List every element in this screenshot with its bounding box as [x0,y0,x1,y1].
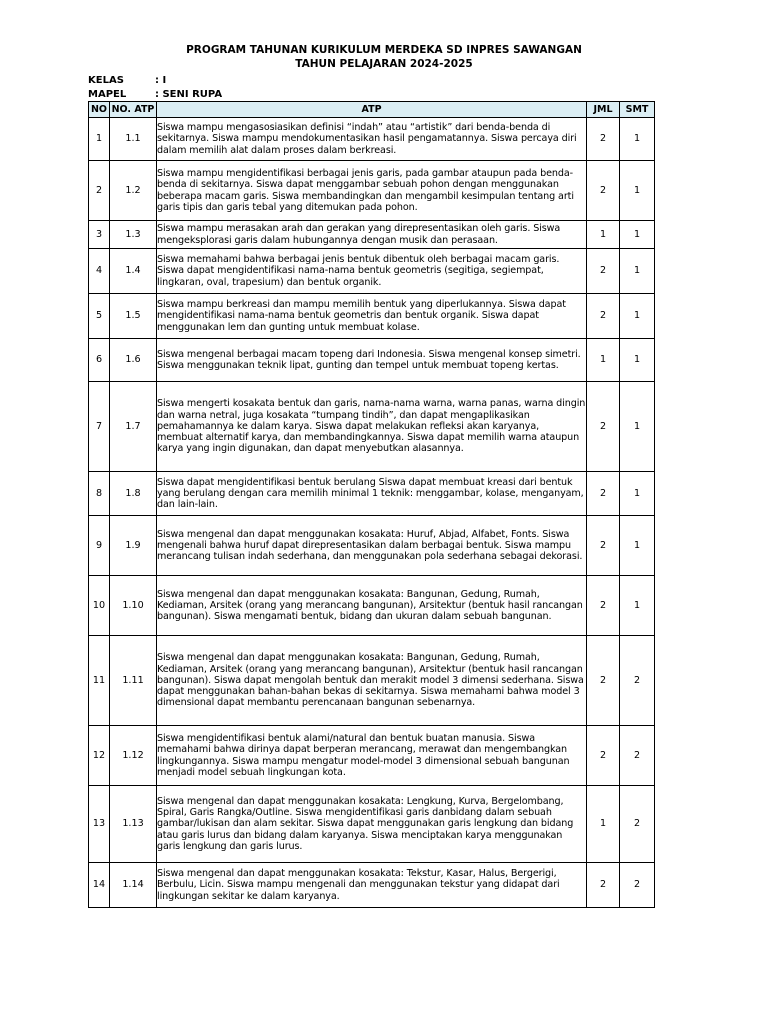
atp-description [157,726,587,786]
row-number: 7 [89,382,110,472]
jml-value: 1 [587,339,620,382]
row-number: 2 [89,161,110,221]
jml-value: 2 [587,863,620,908]
col-header-smt: SMT [620,102,655,118]
atp-number: 1.10 [110,576,157,636]
atp-text: Siswa mampu merasakan arah dan gerakan yang direpresentasikan oleh garis. Siswa mengeksplorasi garis dalam hubungannya dengan musik dan perasaan. [157,223,561,246]
table-row [89,786,655,863]
row-number: 1 [89,118,110,161]
table-row [89,118,655,161]
row-number: 14 [89,863,110,908]
jml-value: 1 [587,786,620,863]
table-row [89,863,655,908]
smt-value: 1 [620,516,655,576]
atp-number: 1.2 [110,161,157,221]
smt-value: 1 [620,382,655,472]
jml-value: 2 [587,382,620,472]
table-body [89,118,655,908]
smt-value: 1 [620,339,655,382]
atp-text: Siswa mengenal dan dapat menggunakan kosakata: Huruf, Abjad, Alfabet, Fonts. Siswa mengenali bahwa huruf dapat direpresentasikan dalam berbagai bentuk. Siswa mampu merancang tulisan indah sederhana, dan menggunakan pola sederhana sebagai dekorasi. [157,528,583,563]
smt-value: 1 [620,294,655,339]
atp-number: 1.5 [110,294,157,339]
row-number: 6 [89,339,110,382]
table-row [89,576,655,636]
atp-description [157,472,587,516]
atp-description [157,161,587,221]
jml-value: 2 [587,636,620,726]
atp-number: 1.11 [110,636,157,726]
col-header-no: NO [89,102,110,118]
atp-text: Siswa memahami bahwa berbagai jenis bentuk dibentuk oleh berbagai macam garis. Siswa dapat mengidentifikasi nama-nama bentuk geometris (segitiga, segiempat, lingkaran, oval, trapesium) dan bentuk organik. [157,254,560,288]
jml-value: 1 [587,221,620,249]
atp-number: 1.9 [110,516,157,576]
atp-description [157,863,587,908]
jml-value: 2 [587,118,620,161]
atp-text: Siswa mengenal dan dapat menggunakan kosakata: Lengkung, Kurva, Bergelombang, Spiral, Garis Rangka/Outline. Siswa mengidentifikasi garis danbidang dalam sebuah gambar/lukisan dan alam sekitar. Siswa dapat menggunakan garis lengkung dan bidang atau garis lurus dan bidang dalam karyanya. Siswa menciptakan karya menggunakan garis lengkung dan garis lurus. [157,795,574,852]
atp-number: 1.7 [110,382,157,472]
row-number: 9 [89,516,110,576]
col-header-atp-no: NO. ATP [110,102,157,118]
kelas-value: : I [155,75,167,86]
atp-description [157,636,587,726]
academic-year: TAHUN PELAJARAN 2024-2025 [295,58,473,70]
smt-value: 2 [620,636,655,726]
jml-value: 2 [587,516,620,576]
atp-text: Siswa mampu mengasosiasikan definisi “indah” atau “artistik” dari benda-benda di sekitarnya. Siswa mampu mendokumentasikan hasil pengamatannya. Siswa percaya diri dalam memilih alat dalam proses dalam berkreasi. [157,122,577,156]
atp-number: 1.4 [110,249,157,294]
jml-value: 2 [587,726,620,786]
atp-text: Siswa mengerti kosakata bentuk dan garis, nama-nama warna, warna panas, warna dingin dan warna netral, juga kosakata “tumpang tindih”, dan dapat mengaplikasikan pemahamannya ke dalam karya. Siswa dapat melakukan refleksi akan karyanya, membuat alternatif karya, dan membandingkannya. Siswa dapat memilih warna ataupun karya yang ingin digunakan, dan dapat menyebutkan alasannya. [157,398,586,455]
table-row [89,516,655,576]
atp-description [157,382,587,472]
atp-number: 1.8 [110,472,157,516]
jml-value: 2 [587,161,620,221]
atp-number: 1.1 [110,118,157,161]
atp-description [157,339,587,382]
atp-text: Siswa mampu mengidentifikasi berbagai jenis garis, pada gambar ataupun pada benda-benda di sekitarnya. Siswa dapat menggambar sebuah pohon dengan menggunakan beberapa macam garis. Siswa membandingkan dan mengambil kesimpulan tentang arti garis tipis dan garis tebal yang ditemukan pada pohon. [157,167,574,213]
row-number: 13 [89,786,110,863]
atp-description [157,786,587,863]
smt-value: 1 [620,161,655,221]
atp-description [157,118,587,161]
table-header-row [89,102,655,118]
atp-text: Siswa dapat mengidentifikasi bentuk berulang Siswa dapat membuat kreasi dari bentuk yang berulang dengan cara memilih minimal 1 teknik: menggambar, kolase, menganyam, dan lain-lain. [157,476,584,511]
smt-value: 1 [620,472,655,516]
row-number: 12 [89,726,110,786]
atp-text: Siswa mengenal berbagai macam topeng dari Indonesia. Siswa mengenal konsep simetri. Siswa menggunakan teknik lipat, gunting dan tempel untuk membuat topeng kertas. [157,348,581,371]
atp-text: Siswa mengidentifikasi bentuk alami/natural dan bentuk buatan manusia. Siswa memahami bahwa dirinya dapat berperan merancang, merawat dan mengembangkan lingkungannya. Siswa mampu mengatur model-model 3 dimensional sebuah bangunan menjadi model sebuah lingkungan kota. [157,732,570,778]
table-row [89,339,655,382]
jml-value: 2 [587,472,620,516]
atp-text: Siswa mampu berkreasi dan mampu memilih bentuk yang diperlukannya. Siswa dapat mengidentifikasi nama-nama bentuk geometris dan bentuk organik. Siswa dapat menggunakan lem dan gunting untuk membuat kolase. [157,299,566,333]
jml-value: 2 [587,576,620,636]
smt-value: 1 [620,118,655,161]
atp-description [157,294,587,339]
jml-value: 2 [587,249,620,294]
mapel-value: : SENI RUPA [155,89,223,100]
table-row [89,161,655,221]
atp-number: 1.6 [110,339,157,382]
kelas-row [88,75,166,87]
table-row [89,249,655,294]
smt-value: 1 [620,221,655,249]
col-header-jml: JML [587,102,620,118]
atp-number: 1.3 [110,221,157,249]
table-row [89,726,655,786]
atp-text: Siswa mengenal dan dapat menggunakan kosakata: Bangunan, Gedung, Rumah, Kediaman, Arsitek (orang yang merancang bangunan), Arsitektur (bentuk hasil rancangan bangunan). Siswa mengamati bentuk, bidang dan ukuran dalam sebuah bangunan. [157,588,583,623]
col-header-atp: ATP [157,102,587,118]
smt-value: 2 [620,863,655,908]
atp-table [88,101,655,908]
row-number: 8 [89,472,110,516]
atp-number: 1.12 [110,726,157,786]
row-number: 4 [89,249,110,294]
row-number: 10 [89,576,110,636]
row-number: 11 [89,636,110,726]
atp-number: 1.13 [110,786,157,863]
atp-description [157,516,587,576]
table-row [89,294,655,339]
jml-value: 2 [587,294,620,339]
mapel-row [88,89,222,101]
document-title: PROGRAM TAHUNAN KURIKULUM MERDEKA SD INPRES SAWANGAN [186,44,582,56]
atp-description [157,221,587,249]
atp-description [157,576,587,636]
kelas-label: KELAS [88,75,124,86]
atp-number: 1.14 [110,863,157,908]
atp-text: Siswa mengenal dan dapat menggunakan kosakata: Tekstur, Kasar, Halus, Bergerigi, Berbulu, Licin. Siswa mampu mengenali dan menggunakan tekstur yang didapat dari lingkungan sekitar ke dalam karyanya. [157,868,560,902]
row-number: 5 [89,294,110,339]
table-row [89,221,655,249]
atp-description [157,249,587,294]
atp-text: Siswa mengenal dan dapat menggunakan kosakata: Bangunan, Gedung, Rumah, Kediaman, Arsitek (orang yang merancang bangunan), Arsitektur (bentuk hasil rancangan bangunan). Siswa dapat mengolah bentuk dan merakit model 3 dimensi sederhana. Siswa dapat menggunakan bahan-bahan bekas di sekitarnya. Siswa memahami bahwa model 3 dimensional dapat membantu perencanaan bangunan sebenarnya. [157,652,584,709]
table-row [89,472,655,516]
smt-value: 1 [620,249,655,294]
row-number: 3 [89,221,110,249]
smt-value: 2 [620,786,655,863]
table-row [89,636,655,726]
smt-value: 2 [620,726,655,786]
mapel-label: MAPEL [88,89,127,100]
table-row [89,382,655,472]
smt-value: 1 [620,576,655,636]
